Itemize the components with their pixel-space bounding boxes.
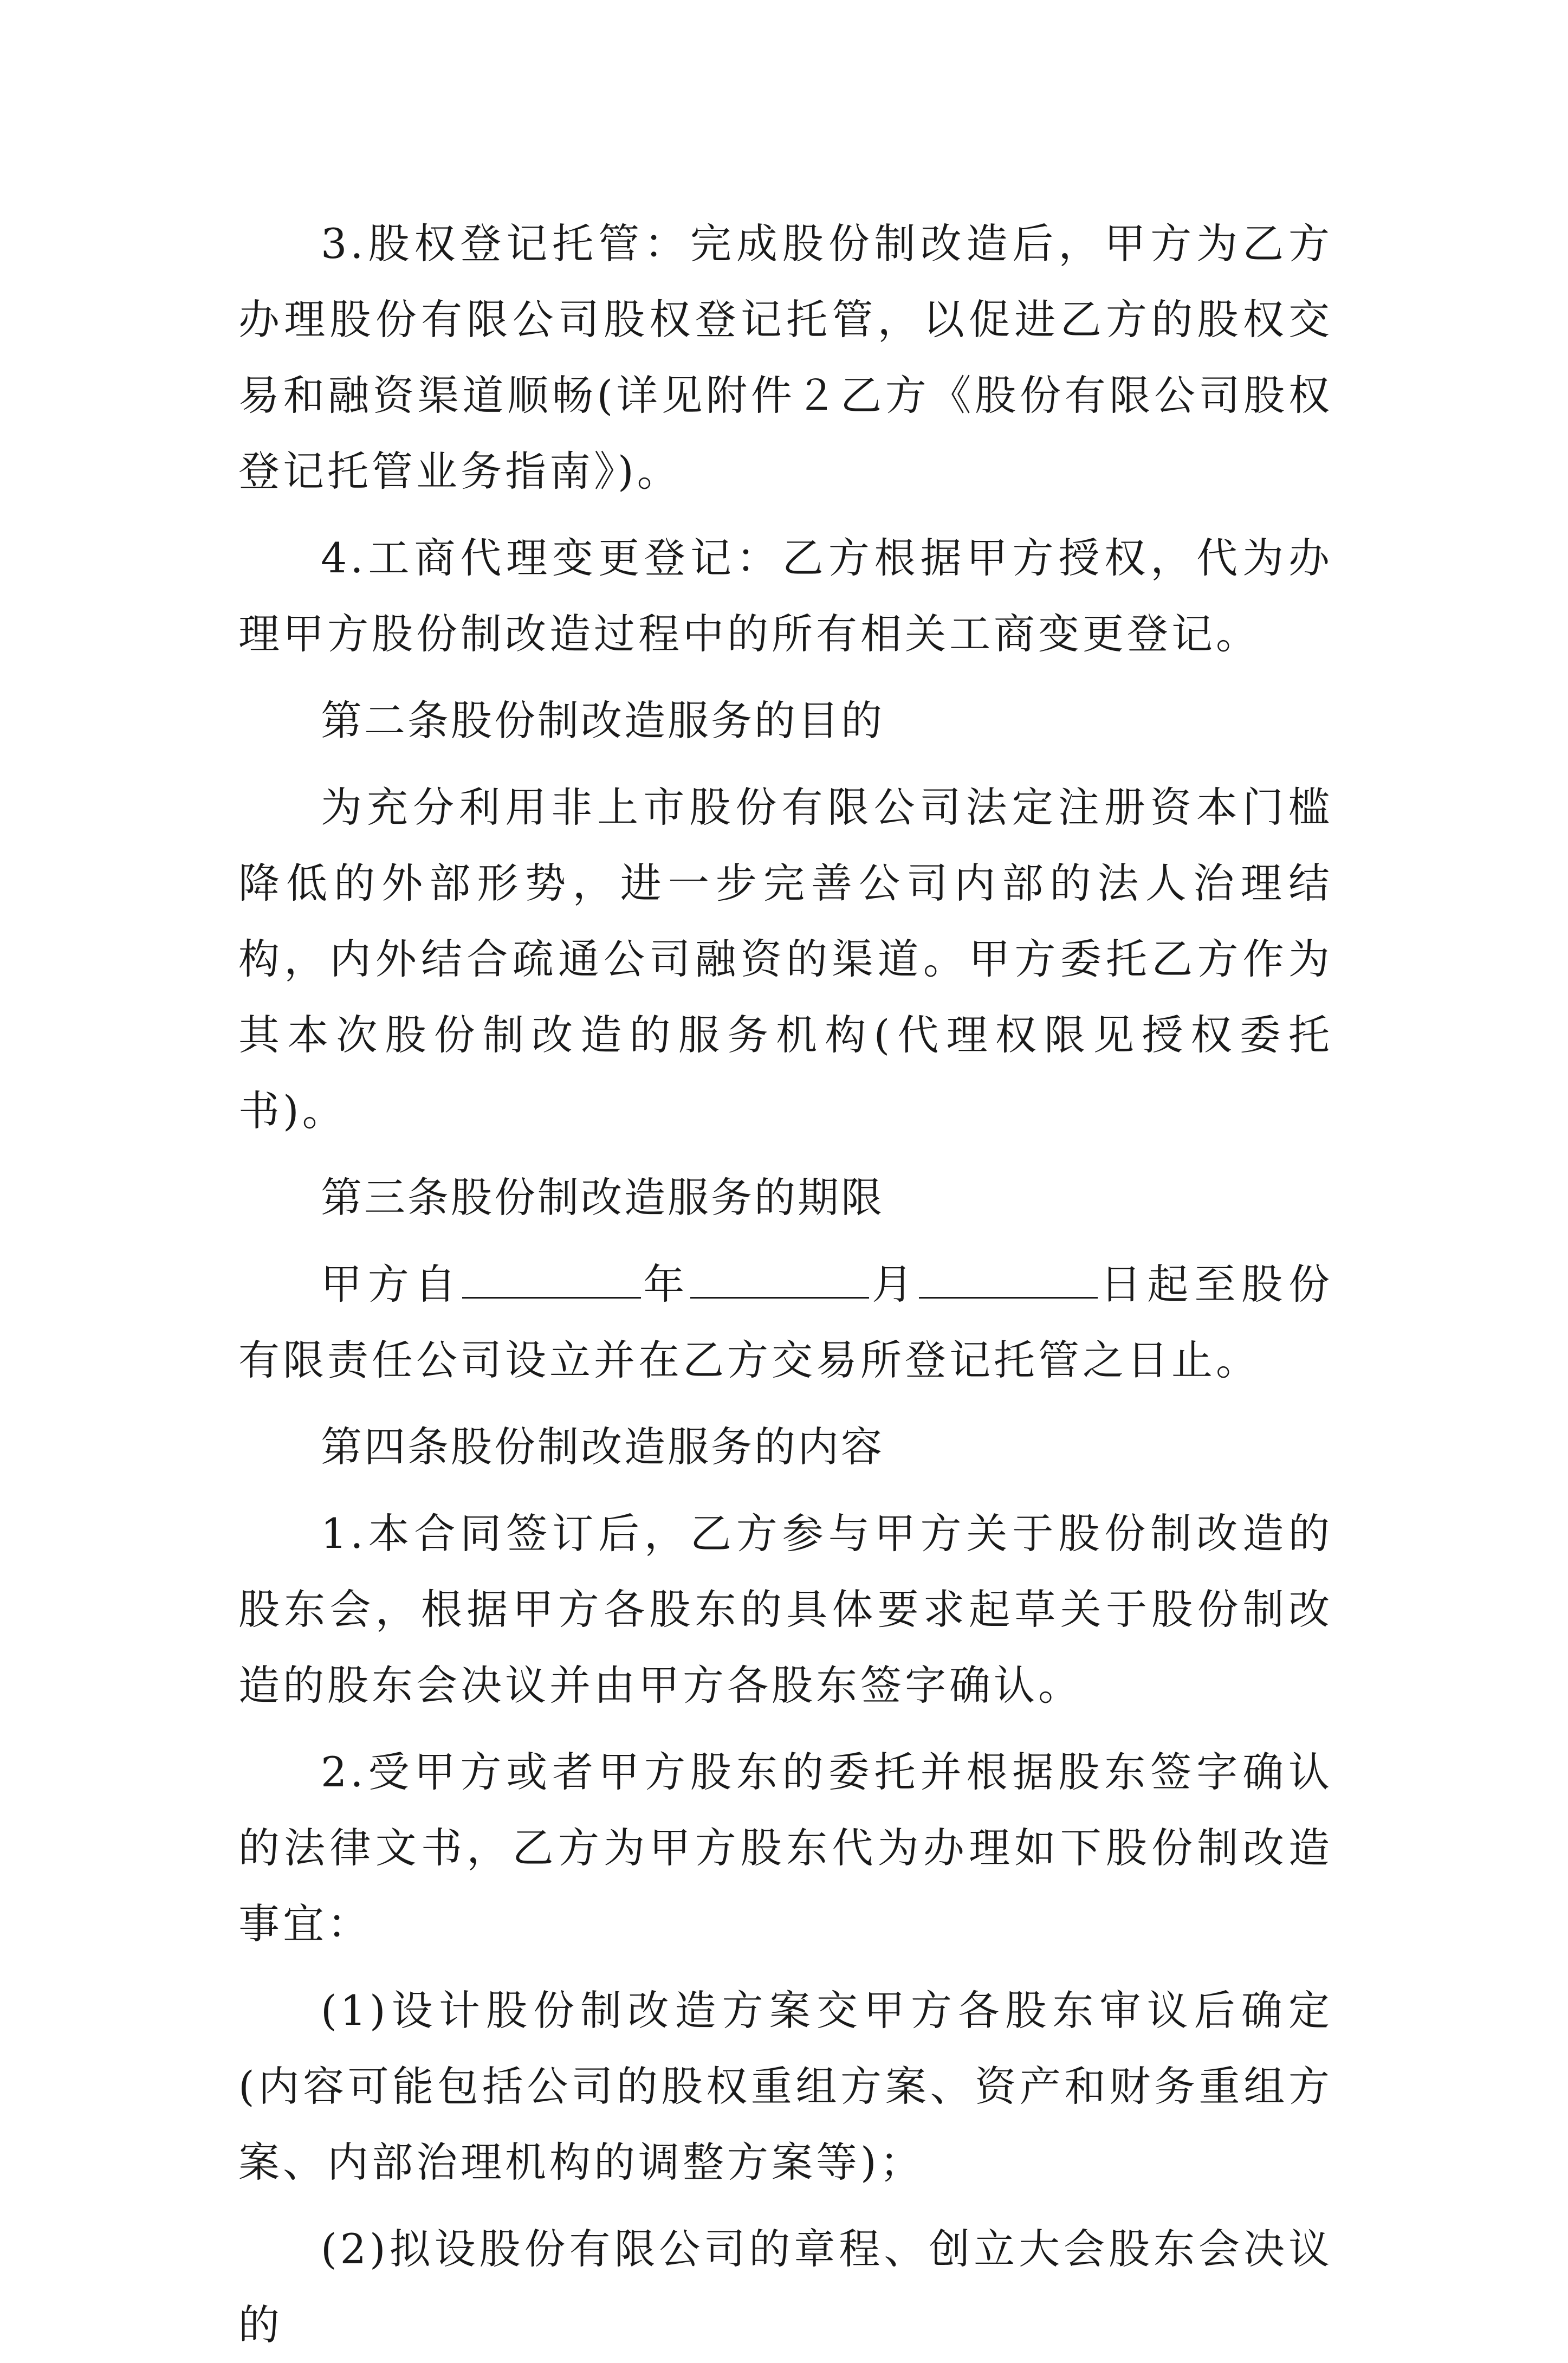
month-blank[interactable] — [690, 1264, 869, 1299]
paragraph-content-1: 1.本合同签订后，乙方参与甲方关于股份制改造的股东会，根据甲方各股东的具体要求起草关于股份制改造的股东会决议并由甲方各股东签字确认。 — [238, 1509, 1333, 1709]
term-text-rest: 日起至股份有限责任公司设立并在乙方交易所登记托管之日止。 — [238, 1260, 1333, 1384]
document-page — [238, 206, 1333, 2363]
paragraph-equity-custody: 3.股权登记托管：完成股份制改造后，甲方为乙方办理股份有限公司股权登记托管，以促进乙方的股权交易和融资渠道顺畅(详见附件２乙方《股份有限公司股权登记托管业务指南》)。 — [238, 219, 1333, 495]
term-text-from: 甲方自 — [321, 1260, 462, 1308]
paragraph-item-1: (1)设计股份制改造方案交甲方各股东审议后确定(内容可能包括公司的股权重组方案、资产和财务重组方案、内部治理机构的调整方案等)； — [238, 1986, 1333, 2186]
article-3-heading: 第三条股份制改造服务的期限 — [321, 1173, 884, 1222]
day-blank[interactable] — [919, 1264, 1098, 1299]
article-4-heading: 第四条股份制改造服务的内容 — [321, 1423, 884, 1471]
term-text-year: 年 — [640, 1260, 691, 1308]
paragraph-item-2: (2)拟设股份有限公司的章程、创立大会股东会决议的 — [238, 2225, 1333, 2349]
article-2-heading: 第二条股份制改造服务的目的 — [321, 696, 884, 745]
paragraph-business-registration: 4.工商代理变更登记：乙方根据甲方授权，代为办理甲方股份制改造过程中的所有相关工商变更登记。 — [238, 534, 1333, 658]
year-blank[interactable] — [462, 1264, 641, 1299]
paragraph-purpose: 为充分利用非上市股份有限公司法定注册资本门槛降低的外部形势，进一步完善公司内部的法人治理结构，内外结合疏通公司融资的渠道。甲方委托乙方作为其本次股份制改造的服务机构(代理权限见授权委托书)。 — [238, 783, 1333, 1135]
paragraph-content-2: 2.受甲方或者甲方股东的委托并根据股东签字确认的法律文书，乙方为甲方股东代为办理如下股份制改造事宜： — [238, 1748, 1333, 1948]
paragraph-term — [238, 1247, 1333, 1398]
term-text-month: 月 — [869, 1260, 919, 1308]
